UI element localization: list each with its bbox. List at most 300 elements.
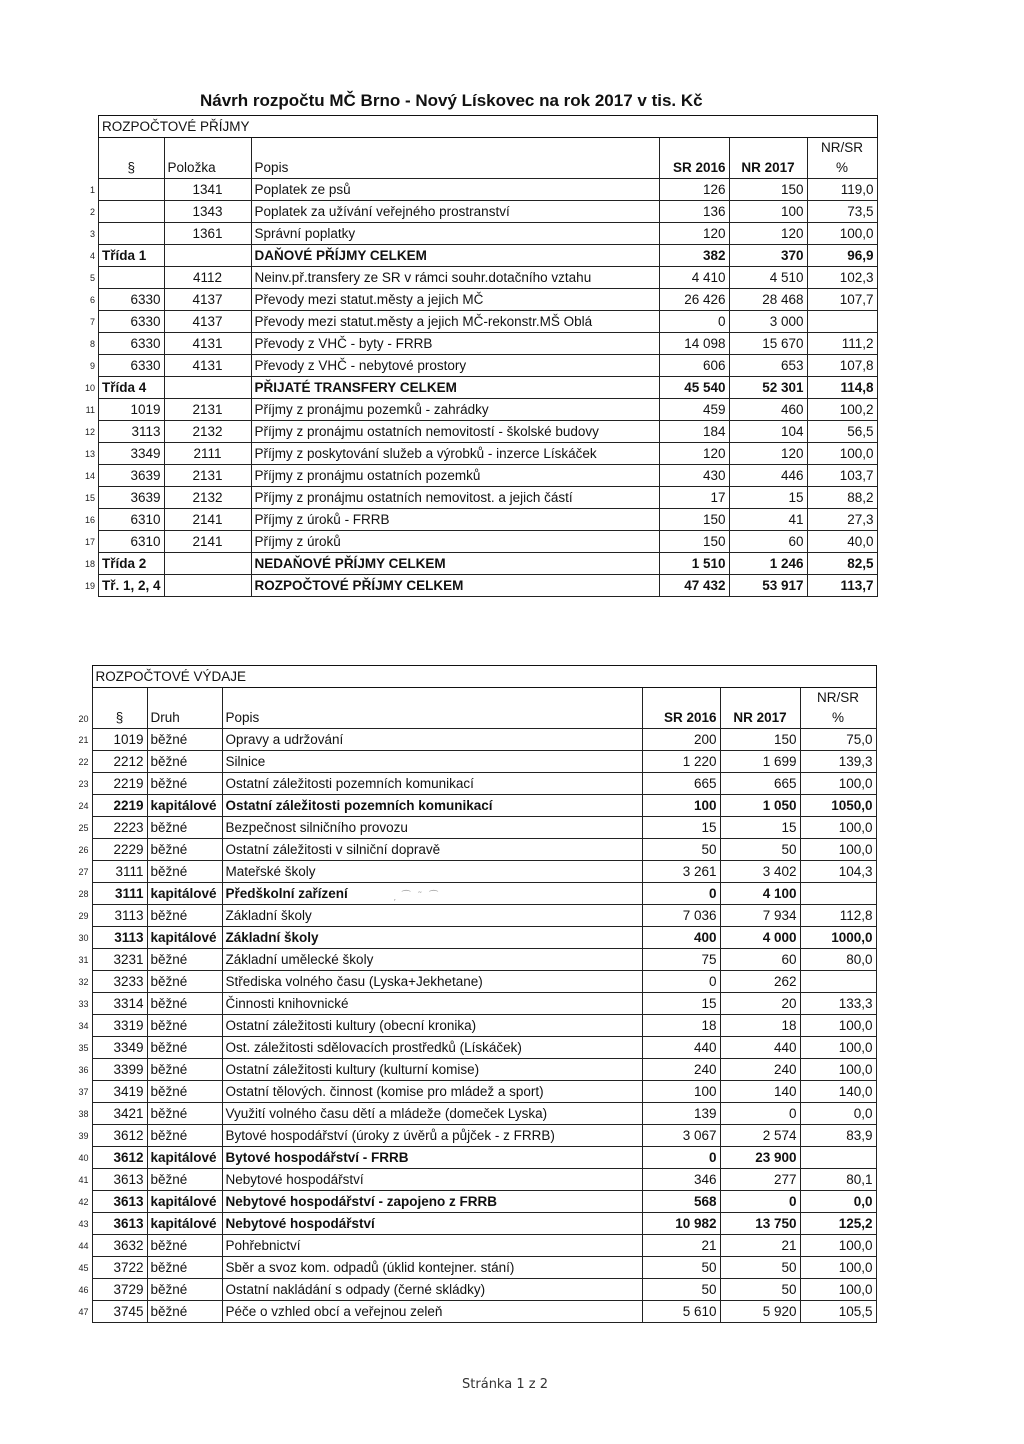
expenses-desc-cell: Základní školy bbox=[222, 905, 642, 927]
expenses-nr-cell: 277 bbox=[720, 1169, 800, 1191]
expenses-row bbox=[70, 905, 876, 927]
income-desc-cell: Správní poplatky bbox=[251, 223, 659, 245]
expenses-nr-cell: 262 bbox=[720, 971, 800, 993]
expenses-desc-cell: Bytové hospodářství - FRRB bbox=[222, 1147, 642, 1169]
row-number: 34 bbox=[78, 1020, 89, 1031]
income-header-pct-bottom: % bbox=[836, 160, 849, 175]
expenses-row bbox=[70, 795, 876, 817]
expenses-pct-cell: 80,0 bbox=[800, 949, 876, 971]
row-number: 31 bbox=[78, 954, 89, 965]
row-number: 4 bbox=[90, 250, 96, 261]
income-nr-cell: 120 bbox=[729, 443, 807, 465]
expenses-header-pct-top: NR/SR bbox=[816, 690, 859, 705]
income-desc-cell: Příjmy z pronájmu pozemků - zahrádky bbox=[251, 399, 659, 421]
expenses-row bbox=[70, 1125, 876, 1147]
income-pct-cell: 27,3 bbox=[807, 509, 877, 531]
row-number: 29 bbox=[78, 910, 89, 921]
expenses-row bbox=[70, 971, 876, 993]
expenses-nr-cell: 4 000 bbox=[720, 927, 800, 949]
expenses-table bbox=[70, 665, 877, 1323]
expenses-desc-cell: Ostatní tělových. činnost (komise pro mládež a sport) bbox=[222, 1081, 642, 1103]
expenses-paragraph-cell: 2229 bbox=[92, 839, 147, 861]
income-row bbox=[82, 377, 877, 399]
income-paragraph-cell: 3113 bbox=[99, 421, 165, 443]
expenses-pct-cell: 100,0 bbox=[800, 839, 876, 861]
income-desc-cell: PŘIJATÉ TRANSFERY CELKEM bbox=[251, 377, 659, 399]
expenses-sr-cell: 3 067 bbox=[642, 1125, 720, 1147]
expenses-sr-cell: 100 bbox=[642, 1081, 720, 1103]
expenses-nr-cell: 20 bbox=[720, 993, 800, 1015]
income-item-cell bbox=[164, 553, 251, 575]
income-row bbox=[82, 531, 877, 553]
expenses-sr-cell: 1 220 bbox=[642, 751, 720, 773]
expenses-paragraph-cell: 3421 bbox=[92, 1103, 147, 1125]
expenses-kind-cell: běžné bbox=[147, 1015, 222, 1037]
income-nr-cell: 41 bbox=[729, 509, 807, 531]
expenses-nr-cell: 50 bbox=[720, 839, 800, 861]
row-number: 6 bbox=[90, 294, 96, 305]
row-number: 25 bbox=[78, 822, 89, 833]
expenses-sr-cell: 15 bbox=[642, 993, 720, 1015]
income-nr-cell: 60 bbox=[729, 531, 807, 553]
income-section-row bbox=[82, 116, 877, 138]
expenses-kind-cell: běžné bbox=[147, 1279, 222, 1301]
expenses-desc-cell: Ostatní záležitosti pozemních komunikací bbox=[222, 795, 642, 817]
income-pct-cell: 114,8 bbox=[807, 377, 877, 399]
income-paragraph-cell bbox=[99, 179, 165, 201]
income-section-title: ROZPOČTOVÉ PŘÍJMY bbox=[99, 116, 878, 138]
expenses-pct-cell: 125,2 bbox=[800, 1213, 876, 1235]
expenses-pct-cell: 0,0 bbox=[800, 1103, 876, 1125]
expenses-pct-cell: 139,3 bbox=[800, 751, 876, 773]
income-sr-cell: 606 bbox=[659, 355, 729, 377]
expenses-desc-cell: Péče o vzhled obcí a veřejnou zeleň bbox=[222, 1301, 642, 1323]
expenses-header-paragraph: § bbox=[92, 688, 147, 729]
row-number: 30 bbox=[78, 932, 89, 943]
expenses-desc-cell: Ost. záležitosti sdělovacích prostředků (Lískáček) bbox=[222, 1037, 642, 1059]
income-nr-cell: 100 bbox=[729, 201, 807, 223]
income-row bbox=[82, 355, 877, 377]
income-sr-cell: 120 bbox=[659, 223, 729, 245]
expenses-pct-cell: 100,0 bbox=[800, 773, 876, 795]
income-pct-cell: 100,0 bbox=[807, 223, 877, 245]
row-number: 22 bbox=[78, 756, 89, 767]
income-paragraph-cell bbox=[99, 267, 165, 289]
row-number: 7 bbox=[90, 316, 96, 327]
expenses-nr-cell: 4 100 bbox=[720, 883, 800, 905]
income-header-paragraph: § bbox=[99, 138, 165, 179]
income-desc-cell: Poplatek ze psů bbox=[251, 179, 659, 201]
income-item-cell: 2131 bbox=[164, 399, 251, 421]
income-row bbox=[82, 399, 877, 421]
row-number: 32 bbox=[78, 976, 89, 987]
income-desc-cell: Převody z VHČ - byty - FRRB bbox=[251, 333, 659, 355]
income-paragraph-cell: 1019 bbox=[99, 399, 165, 421]
expenses-nr-cell: 3 402 bbox=[720, 861, 800, 883]
income-pct-cell: 113,7 bbox=[807, 575, 877, 597]
expenses-paragraph-cell: 3113 bbox=[92, 905, 147, 927]
expenses-pct-cell bbox=[800, 971, 876, 993]
expenses-pct-cell: 100,0 bbox=[800, 1257, 876, 1279]
income-nr-cell: 52 301 bbox=[729, 377, 807, 399]
expenses-kind-cell: běžné bbox=[147, 1169, 222, 1191]
page-title: Návrh rozpočtu MČ Brno - Nový Lískovec na rok 2017 v tis. Kč bbox=[200, 91, 703, 110]
expenses-row bbox=[70, 1081, 876, 1103]
expenses-row bbox=[70, 993, 876, 1015]
row-number: 10 bbox=[85, 382, 96, 393]
expenses-nr-cell: 1 699 bbox=[720, 751, 800, 773]
income-item-cell: 2141 bbox=[164, 509, 251, 531]
income-row bbox=[82, 421, 877, 443]
income-paragraph-cell bbox=[99, 201, 165, 223]
expenses-row bbox=[70, 1191, 876, 1213]
income-sr-cell: 184 bbox=[659, 421, 729, 443]
expenses-paragraph-cell: 3111 bbox=[92, 883, 147, 905]
row-number: 33 bbox=[78, 998, 89, 1009]
expenses-paragraph-cell: 3613 bbox=[92, 1169, 147, 1191]
income-paragraph-cell: 6330 bbox=[99, 311, 165, 333]
income-table bbox=[82, 115, 878, 597]
income-pct-cell: 82,5 bbox=[807, 553, 877, 575]
expenses-paragraph-cell: 3613 bbox=[92, 1191, 147, 1213]
expenses-sr-cell: 200 bbox=[642, 729, 720, 751]
income-row bbox=[82, 267, 877, 289]
expenses-sr-cell: 21 bbox=[642, 1235, 720, 1257]
expenses-paragraph-cell: 3612 bbox=[92, 1125, 147, 1147]
income-nr-cell: 1 246 bbox=[729, 553, 807, 575]
expenses-pct-cell: 105,5 bbox=[800, 1301, 876, 1323]
row-number: 1 bbox=[90, 184, 96, 195]
income-paragraph-cell: 6330 bbox=[99, 289, 165, 311]
income-item-cell bbox=[164, 377, 251, 399]
expenses-pct-cell: 133,3 bbox=[800, 993, 876, 1015]
expenses-header-pct bbox=[800, 688, 876, 729]
income-pct-cell: 102,3 bbox=[807, 267, 877, 289]
expenses-header-row bbox=[70, 688, 876, 729]
income-item-cell: 1361 bbox=[164, 223, 251, 245]
expenses-sr-cell: 0 bbox=[642, 971, 720, 993]
row-number: 42 bbox=[78, 1196, 89, 1207]
income-item-cell: 4131 bbox=[164, 333, 251, 355]
expenses-paragraph-cell: 3349 bbox=[92, 1037, 147, 1059]
income-sr-cell: 459 bbox=[659, 399, 729, 421]
income-paragraph-cell: 6310 bbox=[99, 531, 165, 553]
row-number: 27 bbox=[78, 866, 89, 877]
expenses-sr-cell: 75 bbox=[642, 949, 720, 971]
expenses-desc-cell: Základní školy bbox=[222, 927, 642, 949]
income-desc-cell: Příjmy z poskytování služeb a výrobků - inzerce Lískáček bbox=[251, 443, 659, 465]
expenses-kind-cell: kapitálové bbox=[147, 795, 222, 817]
income-sr-cell: 0 bbox=[659, 311, 729, 333]
expenses-pct-cell: 104,3 bbox=[800, 861, 876, 883]
income-desc-cell: Poplatek za užívání veřejného prostranství bbox=[251, 201, 659, 223]
income-row bbox=[82, 553, 877, 575]
expenses-row bbox=[70, 751, 876, 773]
income-desc-cell: DAŇOVÉ PŘÍJMY CELKEM bbox=[251, 245, 659, 267]
expenses-kind-cell: kapitálové bbox=[147, 883, 222, 905]
expenses-sr-cell: 18 bbox=[642, 1015, 720, 1037]
expenses-desc-cell: Ostatní záležitosti v silniční dopravě bbox=[222, 839, 642, 861]
row-number: 9 bbox=[90, 360, 96, 371]
expenses-nr-cell: 7 934 bbox=[720, 905, 800, 927]
income-row bbox=[82, 179, 877, 201]
expenses-row bbox=[70, 1235, 876, 1257]
expenses-pct-cell: 75,0 bbox=[800, 729, 876, 751]
expenses-row bbox=[70, 1301, 876, 1323]
expenses-paragraph-cell: 3745 bbox=[92, 1301, 147, 1323]
expenses-header-sr: SR 2016 bbox=[642, 688, 720, 729]
income-sr-cell: 1 510 bbox=[659, 553, 729, 575]
row-number: 46 bbox=[78, 1284, 89, 1295]
income-nr-cell: 120 bbox=[729, 223, 807, 245]
expenses-sr-cell: 50 bbox=[642, 839, 720, 861]
row-number: 16 bbox=[85, 514, 96, 525]
income-desc-cell: ROZPOČTOVÉ PŘÍJMY CELKEM bbox=[251, 575, 659, 597]
row-number: 13 bbox=[85, 448, 96, 459]
income-pct-cell bbox=[807, 311, 877, 333]
income-row bbox=[82, 245, 877, 267]
income-item-cell: 2131 bbox=[164, 465, 251, 487]
row-number: 18 bbox=[85, 558, 96, 569]
expenses-nr-cell: 21 bbox=[720, 1235, 800, 1257]
expenses-nr-cell: 18 bbox=[720, 1015, 800, 1037]
income-nr-cell: 15 bbox=[729, 487, 807, 509]
income-row bbox=[82, 509, 877, 531]
expenses-nr-cell: 240 bbox=[720, 1059, 800, 1081]
expenses-pct-cell: 112,8 bbox=[800, 905, 876, 927]
expenses-nr-cell: 15 bbox=[720, 817, 800, 839]
expenses-nr-cell: 13 750 bbox=[720, 1213, 800, 1235]
expenses-desc-cell: Mateřské školy bbox=[222, 861, 642, 883]
income-row bbox=[82, 487, 877, 509]
income-paragraph-cell: 6330 bbox=[99, 333, 165, 355]
expenses-paragraph-cell: 2219 bbox=[92, 795, 147, 817]
expenses-kind-cell: běžné bbox=[147, 751, 222, 773]
expenses-row bbox=[70, 1037, 876, 1059]
expenses-paragraph-cell: 3399 bbox=[92, 1059, 147, 1081]
expenses-sr-cell: 240 bbox=[642, 1059, 720, 1081]
income-sr-cell: 4 410 bbox=[659, 267, 729, 289]
income-desc-cell: Převody z VHČ - nebytové prostory bbox=[251, 355, 659, 377]
expenses-sr-cell: 5 610 bbox=[642, 1301, 720, 1323]
income-desc-cell: Převody mezi statut.městy a jejich MČ bbox=[251, 289, 659, 311]
row-number: 26 bbox=[78, 844, 89, 855]
income-item-cell: 2111 bbox=[164, 443, 251, 465]
expenses-desc-cell: Nebytové hospodářství bbox=[222, 1169, 642, 1191]
expenses-row bbox=[70, 839, 876, 861]
income-pct-cell: 88,2 bbox=[807, 487, 877, 509]
expenses-nr-cell: 60 bbox=[720, 949, 800, 971]
income-sr-cell: 150 bbox=[659, 509, 729, 531]
expenses-kind-cell: běžné bbox=[147, 949, 222, 971]
income-pct-cell: 56,5 bbox=[807, 421, 877, 443]
expenses-row bbox=[70, 861, 876, 883]
income-pct-cell: 100,2 bbox=[807, 399, 877, 421]
row-number: 36 bbox=[78, 1064, 89, 1075]
expenses-desc-cell: Ostatní záležitosti kultury (kulturní komise) bbox=[222, 1059, 642, 1081]
expenses-nr-cell: 50 bbox=[720, 1257, 800, 1279]
expenses-kind-cell: běžné bbox=[147, 1301, 222, 1323]
income-nr-cell: 653 bbox=[729, 355, 807, 377]
expenses-header-pct-bottom: % bbox=[831, 710, 844, 725]
expenses-desc-cell: Nebytové hospodářství bbox=[222, 1213, 642, 1235]
row-number: 17 bbox=[85, 536, 96, 547]
income-row bbox=[82, 333, 877, 355]
expenses-pct-cell: 140,0 bbox=[800, 1081, 876, 1103]
income-item-cell bbox=[164, 245, 251, 267]
income-header-item: Položka bbox=[164, 138, 251, 179]
expenses-kind-cell: běžné bbox=[147, 971, 222, 993]
income-sr-cell: 382 bbox=[659, 245, 729, 267]
expenses-header-desc: Popis bbox=[222, 688, 642, 729]
income-item-cell: 1341 bbox=[164, 179, 251, 201]
expenses-sr-cell: 50 bbox=[642, 1257, 720, 1279]
expenses-paragraph-cell: 3111 bbox=[92, 861, 147, 883]
row-number: 11 bbox=[85, 404, 96, 415]
expenses-pct-cell: 100,0 bbox=[800, 1279, 876, 1301]
expenses-nr-cell: 50 bbox=[720, 1279, 800, 1301]
expenses-kind-cell: běžné bbox=[147, 1257, 222, 1279]
expenses-row bbox=[70, 883, 876, 905]
expenses-row bbox=[70, 1169, 876, 1191]
expenses-paragraph-cell: 3613 bbox=[92, 1213, 147, 1235]
expenses-kind-cell: běžné bbox=[147, 1103, 222, 1125]
expenses-nr-cell: 5 920 bbox=[720, 1301, 800, 1323]
row-number: 47 bbox=[78, 1306, 89, 1317]
expenses-pct-cell: 0,0 bbox=[800, 1191, 876, 1213]
expenses-nr-cell: 440 bbox=[720, 1037, 800, 1059]
row-number: 20 bbox=[78, 713, 89, 724]
income-header-nr: NR 2017 bbox=[729, 138, 807, 179]
expenses-desc-cell: Silnice bbox=[222, 751, 642, 773]
expenses-paragraph-cell: 2219 bbox=[92, 773, 147, 795]
income-paragraph-cell: 3639 bbox=[99, 465, 165, 487]
expenses-nr-cell: 0 bbox=[720, 1191, 800, 1213]
income-header-sr: SR 2016 bbox=[659, 138, 729, 179]
expenses-paragraph-cell: 3231 bbox=[92, 949, 147, 971]
expenses-desc-cell: Sběr a svoz kom. odpadů (úklid kontejner. stání) bbox=[222, 1257, 642, 1279]
income-nr-cell: 446 bbox=[729, 465, 807, 487]
expenses-kind-cell: běžné bbox=[147, 1081, 222, 1103]
expenses-nr-cell: 0 bbox=[720, 1103, 800, 1125]
income-nr-cell: 53 917 bbox=[729, 575, 807, 597]
income-row bbox=[82, 223, 877, 245]
income-desc-cell: NEDAŇOVÉ PŘÍJMY CELKEM bbox=[251, 553, 659, 575]
income-desc-cell: Příjmy z pronájmu ostatních nemovitostí - školské budovy bbox=[251, 421, 659, 443]
income-item-cell bbox=[164, 575, 251, 597]
income-pct-cell: 107,7 bbox=[807, 289, 877, 311]
expenses-row bbox=[70, 773, 876, 795]
income-nr-cell: 370 bbox=[729, 245, 807, 267]
income-pct-cell: 96,9 bbox=[807, 245, 877, 267]
expenses-paragraph-cell: 3632 bbox=[92, 1235, 147, 1257]
income-paragraph-cell: 3639 bbox=[99, 487, 165, 509]
expenses-row bbox=[70, 1015, 876, 1037]
income-item-cell: 4137 bbox=[164, 289, 251, 311]
row-number: 37 bbox=[78, 1086, 89, 1097]
expenses-sr-cell: 100 bbox=[642, 795, 720, 817]
row-number: 21 bbox=[78, 734, 89, 745]
expenses-kind-cell: běžné bbox=[147, 1125, 222, 1147]
row-number: 19 bbox=[85, 580, 96, 591]
income-paragraph-cell: 6330 bbox=[99, 355, 165, 377]
row-number: 3 bbox=[90, 228, 96, 239]
income-item-cell: 2132 bbox=[164, 487, 251, 509]
expenses-kind-cell: běžné bbox=[147, 773, 222, 795]
expenses-nr-cell: 2 574 bbox=[720, 1125, 800, 1147]
expenses-paragraph-cell: 3314 bbox=[92, 993, 147, 1015]
row-number: 35 bbox=[78, 1042, 89, 1053]
expenses-pct-cell: 100,0 bbox=[800, 1235, 876, 1257]
row-number: 12 bbox=[85, 426, 96, 437]
income-pct-cell: 103,7 bbox=[807, 465, 877, 487]
expenses-pct-cell: 83,9 bbox=[800, 1125, 876, 1147]
row-number: 28 bbox=[78, 888, 89, 899]
expenses-kind-cell: kapitálové bbox=[147, 1147, 222, 1169]
expenses-pct-cell: 80,1 bbox=[800, 1169, 876, 1191]
income-pct-cell: 111,2 bbox=[807, 333, 877, 355]
expenses-nr-cell: 23 900 bbox=[720, 1147, 800, 1169]
income-desc-cell: Příjmy z pronájmu ostatních pozemků bbox=[251, 465, 659, 487]
expenses-sr-cell: 10 982 bbox=[642, 1213, 720, 1235]
expenses-desc-cell: Činnosti knihovnické bbox=[222, 993, 642, 1015]
row-number: 39 bbox=[78, 1130, 89, 1141]
expenses-section-row bbox=[70, 666, 876, 688]
income-item-cell: 4112 bbox=[164, 267, 251, 289]
row-number: 44 bbox=[78, 1240, 89, 1251]
expenses-desc-cell: Bezpečnost silničního provozu bbox=[222, 817, 642, 839]
income-nr-cell: 150 bbox=[729, 179, 807, 201]
income-pct-cell: 40,0 bbox=[807, 531, 877, 553]
income-sr-cell: 47 432 bbox=[659, 575, 729, 597]
expenses-desc-cell: Využití volného času dětí a mládeže (domeček Lyska) bbox=[222, 1103, 642, 1125]
income-sr-cell: 430 bbox=[659, 465, 729, 487]
expenses-sr-cell: 400 bbox=[642, 927, 720, 949]
income-paragraph-cell: 6310 bbox=[99, 509, 165, 531]
income-sr-cell: 17 bbox=[659, 487, 729, 509]
expenses-paragraph-cell: 2223 bbox=[92, 817, 147, 839]
income-desc-cell: Neinv.př.transfery ze SR v rámci souhr.dotačního vztahu bbox=[251, 267, 659, 289]
expenses-pct-cell: 1050,0 bbox=[800, 795, 876, 817]
expenses-row bbox=[70, 1103, 876, 1125]
expenses-sr-cell: 346 bbox=[642, 1169, 720, 1191]
row-number: 15 bbox=[85, 492, 96, 503]
expenses-sr-cell: 7 036 bbox=[642, 905, 720, 927]
expenses-pct-cell: 100,0 bbox=[800, 1015, 876, 1037]
row-number: 14 bbox=[85, 470, 96, 481]
expenses-row bbox=[70, 817, 876, 839]
expenses-row bbox=[70, 949, 876, 971]
expenses-paragraph-cell: 2212 bbox=[92, 751, 147, 773]
expenses-paragraph-cell: 3113 bbox=[92, 927, 147, 949]
expenses-kind-cell: kapitálové bbox=[147, 927, 222, 949]
expenses-desc-cell: Bytové hospodářství (úroky z úvěrů a půjček - z FRRB) bbox=[222, 1125, 642, 1147]
expenses-row bbox=[70, 1059, 876, 1081]
income-header-pct bbox=[807, 138, 877, 179]
expenses-row bbox=[70, 729, 876, 751]
income-item-cell: 4131 bbox=[164, 355, 251, 377]
row-number: 5 bbox=[90, 272, 96, 283]
income-sr-cell: 26 426 bbox=[659, 289, 729, 311]
income-row bbox=[82, 201, 877, 223]
income-nr-cell: 15 670 bbox=[729, 333, 807, 355]
income-nr-cell: 460 bbox=[729, 399, 807, 421]
expenses-nr-cell: 140 bbox=[720, 1081, 800, 1103]
row-number: 40 bbox=[78, 1152, 89, 1163]
expenses-nr-cell: 1 050 bbox=[720, 795, 800, 817]
expenses-sr-cell: 440 bbox=[642, 1037, 720, 1059]
income-nr-cell: 28 468 bbox=[729, 289, 807, 311]
